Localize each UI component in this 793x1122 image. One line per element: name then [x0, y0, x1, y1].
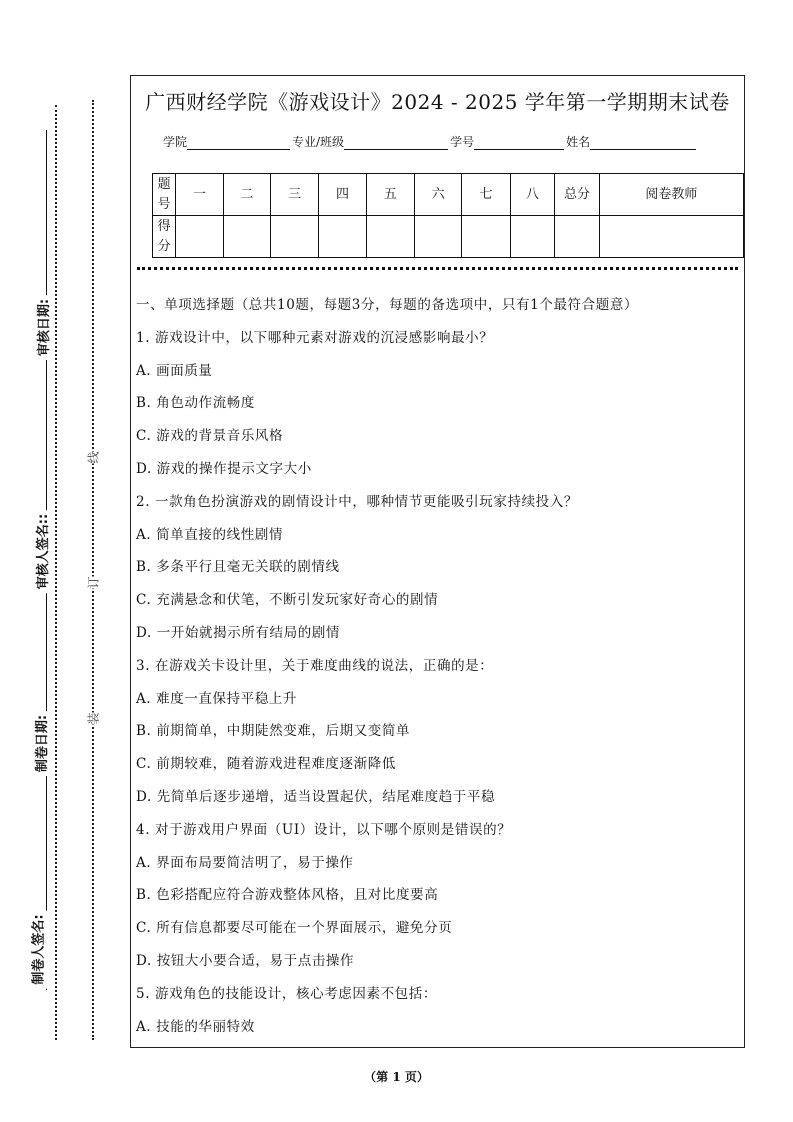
name-label: 姓名	[566, 135, 591, 149]
answer-option[interactable]: B. 前期简单，中期陡然变难，后期又变简单	[136, 723, 411, 740]
col-3: 三	[270, 174, 318, 216]
page-number: （第 1 页）	[364, 1070, 429, 1084]
score-cell[interactable]	[176, 216, 223, 258]
major-class-label: 专业/班级	[292, 135, 345, 149]
answer-option[interactable]: D. 游戏的操作提示文字大小	[136, 461, 312, 477]
score-table	[152, 173, 744, 258]
answer-option[interactable]: D. 先简单后逐步递增，适当设置起伏，结尾难度趋于平稳	[136, 789, 496, 805]
college-label: 学院	[163, 135, 188, 149]
question-stem: 2. 一款角色扮演游戏的剧情设计中，哪种情节更能吸引玩家持续投入？	[136, 493, 578, 510]
score-cell[interactable]	[366, 216, 414, 258]
exam-title: 广西财经学院《游戏设计》2024 - 2025 学年第一学期期末试卷	[145, 90, 730, 114]
col-total: 总分	[555, 174, 600, 216]
student-id-label: 学号	[450, 135, 475, 149]
col-1: 一	[176, 174, 223, 216]
dotted-line	[55, 105, 57, 1040]
col-7: 七	[462, 174, 510, 216]
answer-option[interactable]: B. 多条平行且毫无关联的剧情线	[136, 559, 340, 576]
answer-option[interactable]: C. 游戏的背景音乐风格	[136, 428, 284, 445]
review-date-label: 审核日期:	[31, 295, 54, 360]
binding-dotted-line	[92, 100, 94, 1040]
answer-option[interactable]: A. 技能的华丽特效	[136, 1018, 255, 1035]
col-4: 四	[319, 174, 366, 216]
preparer-signature-label: 制卷人签名:	[26, 910, 49, 988]
answer-option[interactable]: A. 难度一直保持平稳上升	[136, 690, 298, 707]
col-grader: 阅卷教师	[599, 174, 743, 216]
question-stem: 5. 游戏角色的技能设计，核心考虑因素不包括：	[136, 985, 437, 1002]
reviewer-signature-label: 审核人签名::	[30, 510, 53, 593]
answer-option[interactable]: B. 色彩搭配应符合游戏整体风格，且对比度要高	[136, 887, 439, 904]
exam-frame	[130, 75, 745, 1048]
answer-option[interactable]: C. 前期较难，随着游戏进程难度逐渐降低	[136, 756, 396, 773]
score-cell[interactable]	[599, 216, 743, 258]
answer-option[interactable]: A. 画面质量	[136, 362, 213, 379]
question-stem: 3. 在游戏关卡设计里，关于难度曲线的说法，正确的是：	[136, 657, 494, 674]
major-class-field[interactable]	[344, 137, 448, 150]
answer-option[interactable]: C. 所有信息都要尽可能在一个界面展示，避免分页	[136, 920, 453, 937]
binding-char-xian: 线	[83, 451, 104, 463]
college-field[interactable]	[187, 137, 290, 150]
answer-option[interactable]: D. 按钮大小要合适，易于点击操作	[136, 953, 355, 969]
student-id-field[interactable]	[474, 137, 564, 150]
score-cell[interactable]	[462, 216, 510, 258]
col-5: 五	[366, 174, 414, 216]
prepare-date-label: 制卷日期:	[29, 711, 52, 776]
question-stem: 4. 对于游戏用户界面（UI）设计，以下哪个原则是错误的？	[136, 821, 512, 838]
answer-option[interactable]: A. 界面布局要简洁明了，易于操作	[136, 854, 354, 871]
answer-option[interactable]: C. 充满悬念和伏笔，不断引发玩家好奇心的剧情	[136, 592, 439, 609]
col-6: 六	[414, 174, 461, 216]
row-label-score: 得分	[153, 216, 176, 258]
student-info	[163, 133, 698, 150]
col-2: 二	[223, 174, 270, 216]
binding-char-zhuang: 装	[83, 712, 104, 724]
name-field[interactable]	[590, 137, 696, 150]
score-cell[interactable]	[270, 216, 318, 258]
row-label-question-no: 题号	[153, 174, 176, 216]
section-heading: 一、单项选择题（总共10题，每题3分，每题的备选项中，只有1个最符合题意）	[136, 297, 639, 313]
dotted-separator	[137, 267, 738, 270]
answer-option[interactable]: A. 简单直接的线性剧情	[136, 526, 284, 543]
score-cell[interactable]	[223, 216, 270, 258]
col-8: 八	[510, 174, 555, 216]
score-cell[interactable]	[555, 216, 600, 258]
answer-option[interactable]: B. 角色动作流畅度	[136, 395, 256, 412]
score-cell[interactable]	[414, 216, 461, 258]
binding-char-ding: 订	[83, 576, 104, 588]
question-stem: 1. 游戏设计中，以下哪种元素对游戏的沉浸感影响最小？	[136, 329, 494, 346]
answer-option[interactable]: D. 一开始就揭示所有结局的剧情	[136, 625, 341, 641]
score-cell[interactable]	[510, 216, 555, 258]
score-cell[interactable]	[319, 216, 366, 258]
